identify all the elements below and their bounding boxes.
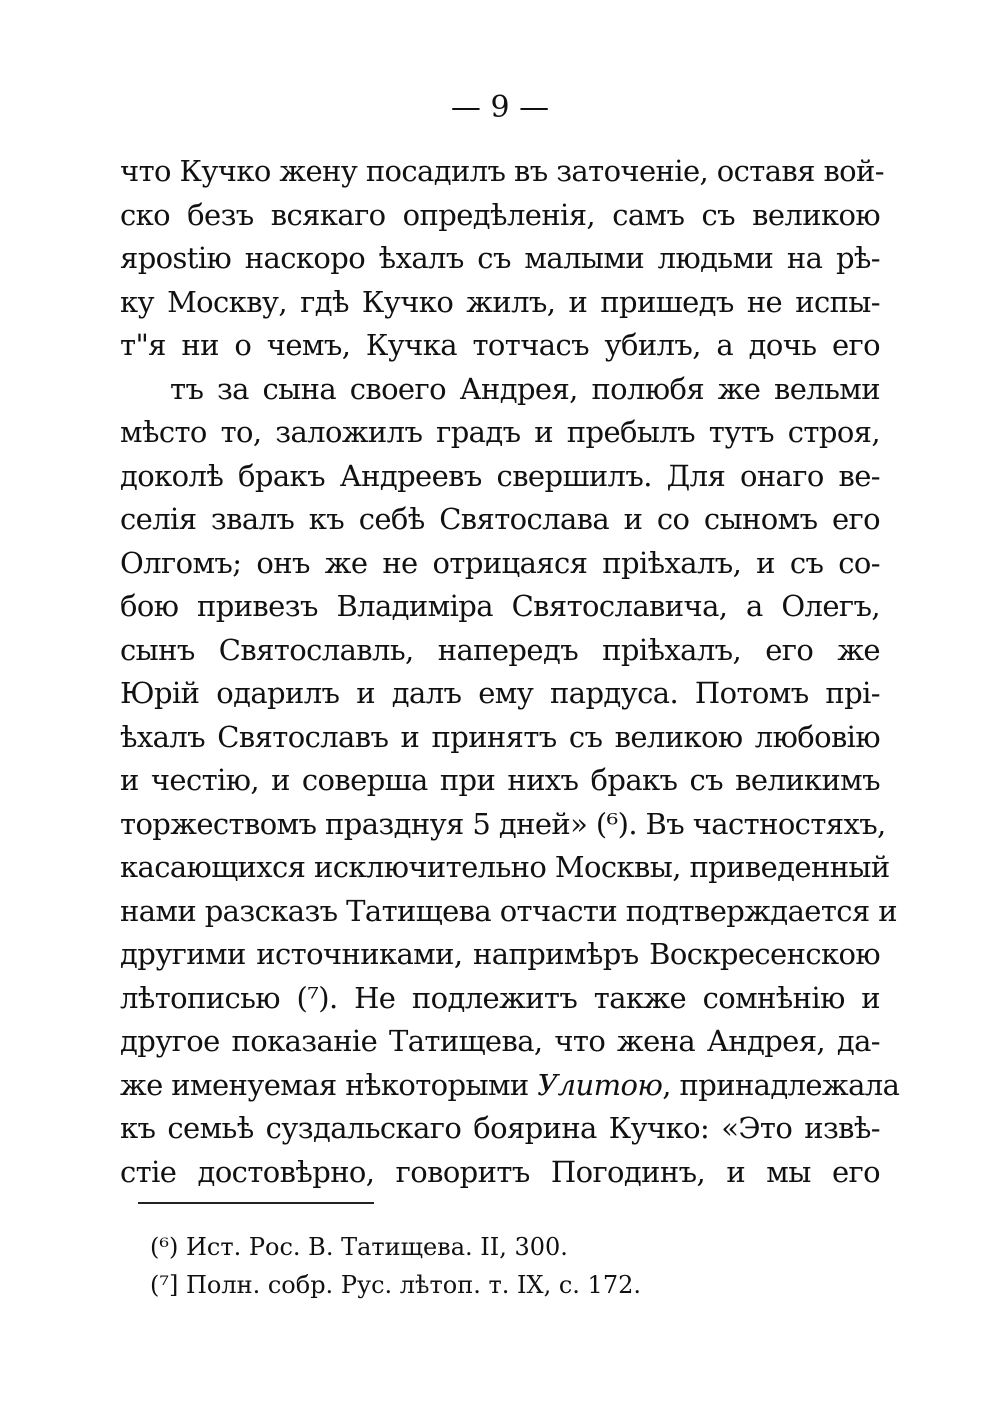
text-line: торжествомъ празднуя 5 дней» (⁶). Въ частностяхъ, <box>120 806 886 841</box>
text-line: ку Москву, гдѣ Кучко жилъ, и пришедъ не испы- <box>120 284 880 319</box>
footnote-divider <box>138 1202 374 1204</box>
text-line: ѣхалъ Святославъ и принятъ съ великою любовію <box>120 719 880 754</box>
text-line: лѣтописью (⁷). Не подлежитъ также сомнѣнію и <box>120 980 880 1015</box>
text-line: и честію, и соверша при нихъ бракъ съ великимъ <box>120 763 880 797</box>
text-line: что Кучко жену посадилъ въ заточеніе, оставя вой- <box>120 154 884 188</box>
text-line: т"я ни о чемъ, Кучка тотчасъ убилъ, а дочь его <box>120 328 880 362</box>
body-text <box>120 150 900 1194</box>
text-line: ско безъ всякаго опредѣленія, самъ съ великою <box>120 197 880 232</box>
italic-name: Улитою <box>537 1067 663 1102</box>
page-number: — 9 — <box>450 90 550 125</box>
text-line: ярostiю наскоро ѣхалъ съ малыми людьми на рѣ- <box>120 241 880 275</box>
text-line: нами разсказъ Татищева отчасти подтверждается и <box>120 893 897 928</box>
text-line: Олгомъ; онъ же не отрицаяся пріѣхалъ, и съ со- <box>120 545 880 580</box>
text-line: бою привезъ Владиміра Святославича, а Олегъ, <box>120 589 880 623</box>
text-line: мѣсто то, заложилъ градъ и пребылъ тутъ строя, <box>120 415 880 449</box>
footnote-6: (⁶) Ист. Рос. В. Татищева. II, 300. <box>150 1233 568 1261</box>
text-line: сынъ Святославль, напередъ пріѣхалъ, его же <box>120 632 880 667</box>
text-line: стіе достовѣрно, говоритъ Погодинъ, и мы его <box>120 1154 880 1189</box>
text-segment: же именуемая нѣкоторыми <box>120 1067 529 1102</box>
text-segment: , принадлежала <box>662 1067 900 1102</box>
text-line: тъ за сына своего Андрея, полюбя же вельми <box>170 371 880 406</box>
footnotes <box>150 1228 850 1304</box>
text-line: къ семьѣ суздальскаго боярина Кучко: «Это извѣ- <box>120 1111 880 1145</box>
text-line: другое показаніе Татищева, что жена Андрея, да- <box>120 1024 880 1058</box>
text-line <box>120 1064 900 1108</box>
text-line: Юрій одарилъ и далъ ему пардуса. Потомъ прі- <box>120 676 880 710</box>
text-line: другими источниками, напримѣръ Воскресенскою <box>120 937 880 971</box>
footnote-7: (⁷] Полн. собр. Рус. лѣтоп. т. IX, с. 172. <box>150 1271 641 1299</box>
text-line: касающихся исключительно Москвы, приведенный <box>120 850 890 884</box>
text-line: селія звалъ къ себѣ Святослава и со сыномъ его <box>120 502 880 536</box>
text-line: доколѣ бракъ Андреевъ свершилъ. Для онаго ве- <box>120 458 880 493</box>
